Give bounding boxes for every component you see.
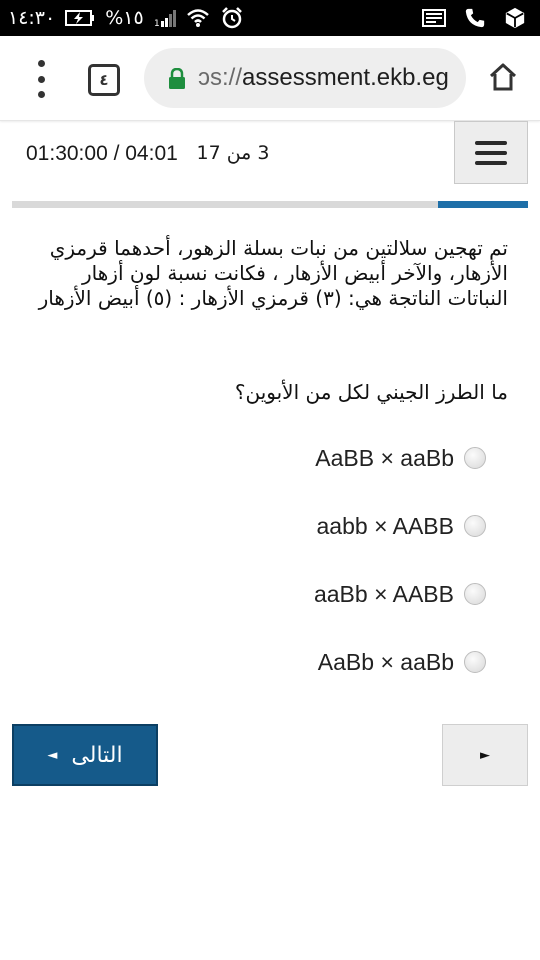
left-arrow-icon: ◄ bbox=[47, 747, 58, 763]
lock-icon bbox=[168, 68, 186, 94]
clock-time: ١٤:٣٠ bbox=[8, 7, 56, 29]
radio-button[interactable] bbox=[464, 515, 486, 537]
home-icon[interactable] bbox=[488, 62, 518, 96]
answer-option[interactable] bbox=[260, 644, 486, 680]
quiz-timer: 01:30:00 / 04:01 bbox=[26, 142, 178, 165]
message-icon bbox=[422, 9, 446, 27]
hamburger-icon-line bbox=[475, 151, 507, 155]
next-button[interactable] bbox=[12, 724, 158, 786]
right-arrow-icon: ► bbox=[480, 747, 490, 763]
question-text: تم تهجين سلالتين من نبات بسلة الزهور، أحدهما قرمزي الأزهار، والآخر أبيض الأزهار ، فكانت نسبة لون أزهار النباتات الناتجة هي: (٣) قرمزي الأزهار : (٥) أبيض الأزهار bbox=[38, 236, 508, 310]
status-bar-right bbox=[422, 0, 526, 36]
answer-option-label: aaBb × AABB bbox=[313, 580, 454, 607]
question-prompt: ما الطرز الجيني لكل من الأبوين؟ bbox=[234, 380, 508, 404]
url-scheme: ɔs:// bbox=[198, 64, 243, 91]
menu-button[interactable] bbox=[454, 121, 528, 184]
url-host: assessment.ekb.eg bbox=[242, 64, 449, 91]
question-position: 3 من 17 bbox=[196, 142, 270, 164]
radio-button[interactable] bbox=[464, 651, 486, 673]
address-bar[interactable] bbox=[144, 48, 466, 108]
battery-charging-icon bbox=[65, 10, 95, 26]
url-text bbox=[198, 48, 449, 108]
battery-percent: %١٥ bbox=[105, 7, 144, 29]
answer-option[interactable] bbox=[260, 576, 486, 612]
radio-button[interactable] bbox=[464, 583, 486, 605]
answer-option[interactable] bbox=[260, 508, 486, 544]
progress-bar-fill bbox=[438, 201, 528, 208]
answer-option[interactable] bbox=[260, 440, 486, 476]
phone-icon bbox=[464, 7, 486, 29]
alarm-icon bbox=[220, 6, 244, 30]
answer-option-label: AaBB × aaBb bbox=[315, 444, 454, 471]
browser-toolbar bbox=[0, 36, 540, 121]
signal-icon bbox=[154, 9, 176, 27]
svg-text:1: 1 bbox=[153, 19, 160, 27]
hamburger-icon-line bbox=[475, 161, 507, 165]
wifi-icon bbox=[186, 8, 210, 28]
tab-switcher-button[interactable]: ٤ bbox=[88, 64, 120, 96]
progress-bar bbox=[12, 201, 528, 208]
status-bar bbox=[0, 0, 540, 36]
radio-button[interactable] bbox=[464, 447, 486, 469]
hamburger-icon-line bbox=[475, 141, 507, 145]
status-bar-left bbox=[8, 0, 244, 36]
answer-option-label: aabb × AABB bbox=[316, 512, 454, 539]
app-icon bbox=[504, 7, 526, 29]
answer-option-label: AaBb × aaBb bbox=[317, 648, 454, 675]
previous-button[interactable] bbox=[442, 724, 528, 786]
next-button-label: التالى bbox=[71, 742, 123, 768]
browser-menu-icon[interactable] bbox=[30, 60, 52, 98]
